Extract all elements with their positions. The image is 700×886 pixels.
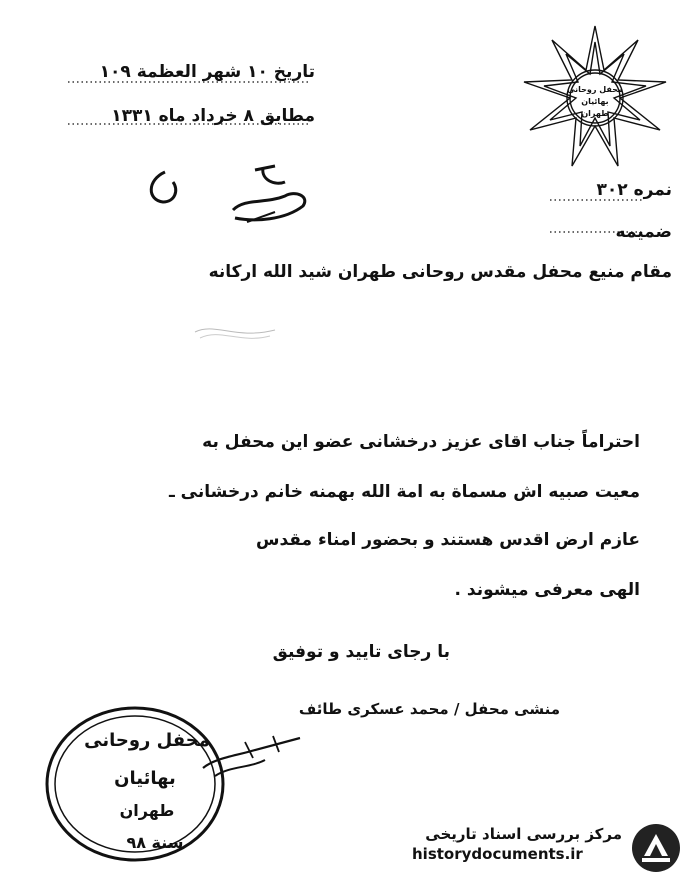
svg-text:محفل روحانی: محفل روحانی — [84, 730, 210, 751]
body-line-1: احتراماً جناب اقای عزیز درخشانی عضو این محفل به — [202, 432, 640, 452]
emblem-label: محفل روحانی — [567, 85, 623, 94]
handwritten-initials — [135, 160, 335, 240]
svg-text:بهائیان: بهائیان — [114, 768, 176, 789]
archive-logo-icon — [630, 822, 682, 874]
salutation-line: مقام منیع محفل مقدس روحانی طهران شید الله ارکانه — [208, 262, 672, 282]
oval-stamp — [35, 698, 235, 868]
faint-smudge — [190, 312, 280, 352]
header-dotted-lines — [40, 60, 320, 140]
date-line: تاریخ ۱۰ شهر العظمة ۱۰۹ — [99, 62, 315, 82]
watermark-url: historydocuments.ir — [412, 845, 583, 863]
date-equivalent-line: مطابق ۸ خرداد ماه ۱۳۳۱ — [111, 106, 315, 126]
letter-number: نمره ۳۰۲ — [596, 180, 672, 200]
body-line-3: عازم ارض اقدس هستند و بحضور امناء مقدس — [256, 530, 640, 550]
svg-text:سنة ۹۸: سنة ۹۸ — [126, 833, 184, 852]
svg-text:طهران: طهران — [581, 109, 609, 118]
attachment-label: ضمیمه — [615, 222, 672, 242]
svg-text:بهائیان: بهائیان — [581, 97, 609, 106]
watermark-org-name: مرکز بررسی اسناد تاریخی — [425, 825, 622, 843]
star-emblem — [520, 22, 670, 172]
signature-line: منشی محفل / محمد عسکری طائف — [298, 700, 560, 718]
closing-line: با رجای تایید و توفیق — [272, 642, 450, 662]
svg-text:طهران: طهران — [119, 801, 175, 820]
body-line-4: الهی معرفی میشوند . — [454, 580, 640, 600]
body-line-2: معیت صبیه اش مسماة به امة الله بهمنه خانم درخشانی ـ — [168, 482, 640, 502]
number-dotted-lines — [548, 190, 648, 240]
watermark-text — [412, 825, 622, 863]
